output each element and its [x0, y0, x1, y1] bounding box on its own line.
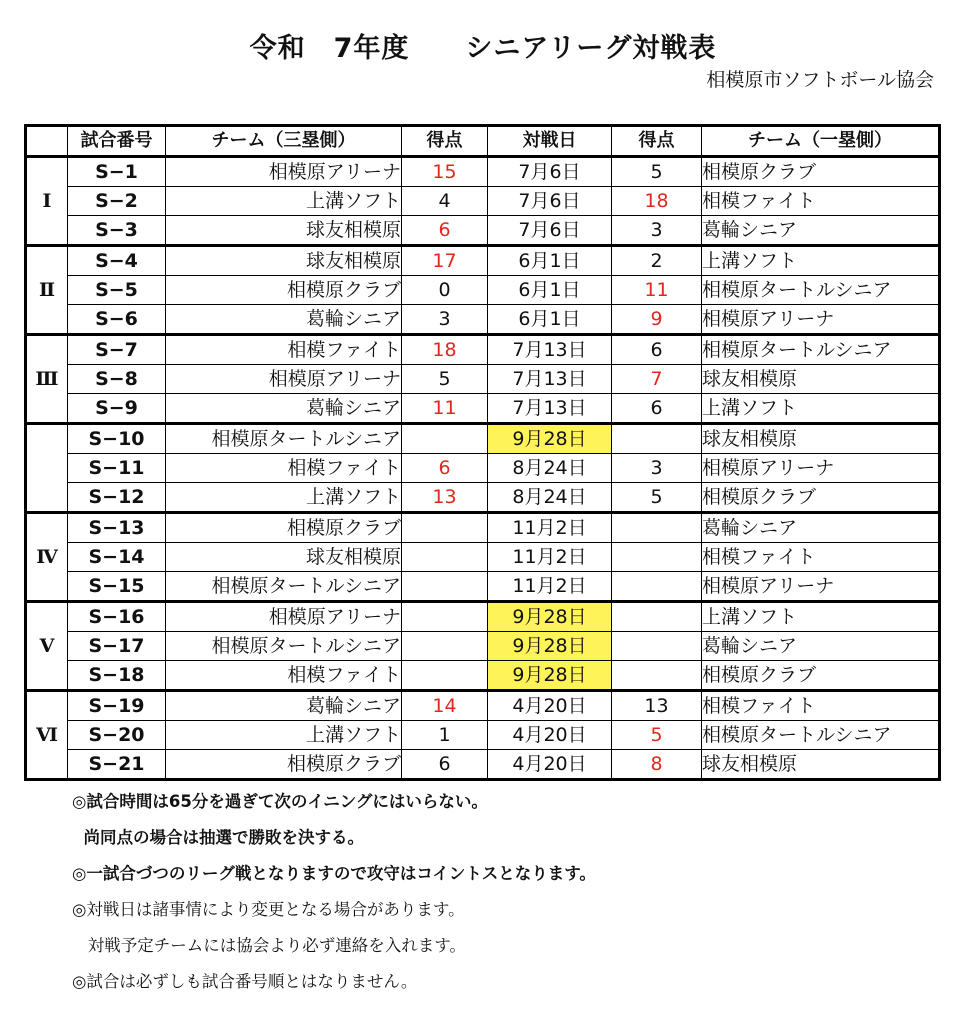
home-score: 15: [402, 157, 488, 187]
away-team: 相模原クラブ: [702, 483, 940, 513]
game-number: S−9: [68, 394, 166, 424]
away-team: 相模原タートルシニア: [702, 335, 940, 365]
home-team: 相模原アリーナ: [166, 602, 402, 632]
away-score: 9: [612, 305, 702, 335]
group-label: Ⅲ: [26, 335, 68, 424]
home-score: 6: [402, 216, 488, 246]
table-row: [26, 216, 940, 246]
home-score: 5: [402, 365, 488, 394]
match-date: 11月2日: [488, 513, 612, 543]
away-score: 2: [612, 246, 702, 276]
home-score: [402, 602, 488, 632]
home-score: 6: [402, 454, 488, 483]
game-number: S−3: [68, 216, 166, 246]
league-group: [26, 335, 940, 424]
table-row: [26, 335, 940, 365]
game-number: S−11: [68, 454, 166, 483]
header-row: [26, 126, 940, 157]
game-number: S−16: [68, 602, 166, 632]
match-date: 9月28日: [488, 661, 612, 691]
table-row: [26, 513, 940, 543]
match-date: 7月13日: [488, 335, 612, 365]
home-team: 相模原アリーナ: [166, 157, 402, 187]
away-score: [612, 424, 702, 454]
group-label: Ⅰ: [26, 157, 68, 246]
group-label: Ⅳ: [26, 513, 68, 602]
match-date: 9月28日: [488, 424, 612, 454]
game-number: S−20: [68, 721, 166, 750]
league-group: [26, 424, 940, 513]
away-score: [612, 572, 702, 602]
table-row: [26, 394, 940, 424]
note-line: ◎対戦日は諸事情により変更となる場合があります。: [72, 900, 465, 919]
match-date: 6月1日: [488, 305, 612, 335]
home-team: 相模ファイト: [166, 661, 402, 691]
table-row: [26, 691, 940, 721]
away-score: 5: [612, 157, 702, 187]
note-line: 対戦予定チームには協会より必ず連絡を入れます。: [72, 936, 466, 955]
home-score: 11: [402, 394, 488, 424]
table-row: [26, 602, 940, 632]
away-score: [612, 602, 702, 632]
away-team: 上溝ソフト: [702, 602, 940, 632]
home-team: 上溝ソフト: [166, 721, 402, 750]
match-date: 6月1日: [488, 276, 612, 305]
game-number: S−18: [68, 661, 166, 691]
league-group: [26, 602, 940, 691]
away-team: 球友相模原: [702, 750, 940, 780]
home-team: 相模ファイト: [166, 335, 402, 365]
home-score: 18: [402, 335, 488, 365]
home-team: 球友相模原: [166, 216, 402, 246]
home-score: 6: [402, 750, 488, 780]
away-team: 相模原アリーナ: [702, 572, 940, 602]
game-number: S−7: [68, 335, 166, 365]
home-team: 葛輪シニア: [166, 394, 402, 424]
away-score: 18: [612, 187, 702, 216]
away-team: 相模原クラブ: [702, 157, 940, 187]
away-team: 葛輪シニア: [702, 513, 940, 543]
away-team: 球友相模原: [702, 365, 940, 394]
game-number: S−2: [68, 187, 166, 216]
group-label: Ⅵ: [26, 691, 68, 780]
table-row: [26, 661, 940, 691]
league-group: [26, 691, 940, 780]
home-score: [402, 572, 488, 602]
page-title: 令和 7年度 シニアリーグ対戦表: [249, 33, 717, 64]
match-date: 6月1日: [488, 246, 612, 276]
home-team: 相模原クラブ: [166, 750, 402, 780]
match-date: 7月6日: [488, 187, 612, 216]
match-date: 7月6日: [488, 157, 612, 187]
away-team: 相模ファイト: [702, 543, 940, 572]
home-team: 上溝ソフト: [166, 187, 402, 216]
date-header: 対戦日: [488, 126, 612, 157]
league-group: [26, 157, 940, 246]
away-team: 相模原クラブ: [702, 661, 940, 691]
home-team: 球友相模原: [166, 246, 402, 276]
home-team: 相模原クラブ: [166, 513, 402, 543]
away-score: 11: [612, 276, 702, 305]
table-row: [26, 750, 940, 780]
match-date: 4月20日: [488, 721, 612, 750]
table-row: [26, 246, 940, 276]
home-team: 相模ファイト: [166, 454, 402, 483]
note-line: ◎試合時間は65分を過ぎて次のイニングにはいらない。: [72, 792, 488, 811]
away-team: 相模原タートルシニア: [702, 276, 940, 305]
notes: [72, 788, 596, 1004]
away-team-header: チーム（一塁側）: [702, 126, 940, 157]
league-group: [26, 513, 940, 602]
game-number: S−19: [68, 691, 166, 721]
table-row: [26, 187, 940, 216]
home-score: [402, 661, 488, 691]
table-row: [26, 305, 940, 335]
home-team: 相模原タートルシニア: [166, 632, 402, 661]
away-team: 相模ファイト: [702, 691, 940, 721]
away-team: 葛輪シニア: [702, 632, 940, 661]
home-score: [402, 543, 488, 572]
away-score-header: 得点: [612, 126, 702, 157]
away-team: 葛輪シニア: [702, 216, 940, 246]
home-team: 球友相模原: [166, 543, 402, 572]
table-row: [26, 276, 940, 305]
away-team: 球友相模原: [702, 424, 940, 454]
game-number: S−1: [68, 157, 166, 187]
home-team: 葛輪シニア: [166, 305, 402, 335]
league-group: [26, 246, 940, 335]
away-team: 相模ファイト: [702, 187, 940, 216]
game-number: S−12: [68, 483, 166, 513]
home-score: [402, 632, 488, 661]
table-row: [26, 483, 940, 513]
game-number: S−15: [68, 572, 166, 602]
away-team: 相模原アリーナ: [702, 305, 940, 335]
table-row: [26, 572, 940, 602]
game-number: S−4: [68, 246, 166, 276]
home-score: 3: [402, 305, 488, 335]
schedule-table: [24, 124, 941, 781]
game-no-header: 試合番号: [68, 126, 166, 157]
organizer-name: 相模原市ソフトボール協会: [706, 69, 934, 91]
table-row: [26, 721, 940, 750]
away-score: [612, 513, 702, 543]
home-score: 4: [402, 187, 488, 216]
table-row: [26, 543, 940, 572]
home-score: 17: [402, 246, 488, 276]
table-row: [26, 632, 940, 661]
group-header: [26, 126, 68, 157]
away-score: 8: [612, 750, 702, 780]
match-date: 7月6日: [488, 216, 612, 246]
game-number: S−13: [68, 513, 166, 543]
away-score: 6: [612, 394, 702, 424]
note-line: ◎試合は必ずしも試合番号順とはなりません。: [72, 972, 418, 991]
away-score: [612, 543, 702, 572]
away-score: 5: [612, 483, 702, 513]
game-number: S−8: [68, 365, 166, 394]
home-team: 相模原タートルシニア: [166, 572, 402, 602]
match-date: 8月24日: [488, 483, 612, 513]
away-score: 3: [612, 454, 702, 483]
away-score: 3: [612, 216, 702, 246]
match-date: 4月20日: [488, 691, 612, 721]
home-score-header: 得点: [402, 126, 488, 157]
home-team: 葛輪シニア: [166, 691, 402, 721]
away-score: 6: [612, 335, 702, 365]
group-label: Ⅱ: [26, 246, 68, 335]
match-date: 8月24日: [488, 454, 612, 483]
home-score: [402, 424, 488, 454]
away-score: [612, 661, 702, 691]
game-number: S−10: [68, 424, 166, 454]
away-team: 相模原アリーナ: [702, 454, 940, 483]
match-date: 7月13日: [488, 394, 612, 424]
away-team: 上溝ソフト: [702, 394, 940, 424]
home-score: 1: [402, 721, 488, 750]
away-score: 5: [612, 721, 702, 750]
match-date: 9月28日: [488, 602, 612, 632]
home-score: 0: [402, 276, 488, 305]
group-label: [26, 424, 68, 513]
home-score: 13: [402, 483, 488, 513]
home-score: [402, 513, 488, 543]
game-number: S−5: [68, 276, 166, 305]
match-date: 9月28日: [488, 632, 612, 661]
match-date: 4月20日: [488, 750, 612, 780]
game-number: S−21: [68, 750, 166, 780]
note-line: ◎一試合づつのリーグ戦となりますので攻守はコイントスとなります。: [72, 864, 596, 883]
away-score: [612, 632, 702, 661]
table-row: [26, 157, 940, 187]
home-team-header: チーム（三塁側）: [166, 126, 402, 157]
match-date: 11月2日: [488, 543, 612, 572]
away-score: 13: [612, 691, 702, 721]
away-score: 7: [612, 365, 702, 394]
away-team: 上溝ソフト: [702, 246, 940, 276]
home-team: 相模原クラブ: [166, 276, 402, 305]
table-row: [26, 424, 940, 454]
game-number: S−14: [68, 543, 166, 572]
home-team: 相模原タートルシニア: [166, 424, 402, 454]
table-row: [26, 365, 940, 394]
away-team: 相模原タートルシニア: [702, 721, 940, 750]
home-score: 14: [402, 691, 488, 721]
match-date: 7月13日: [488, 365, 612, 394]
group-label: Ⅴ: [26, 602, 68, 691]
game-number: S−6: [68, 305, 166, 335]
note-line: 尚同点の場合は抽選で勝敗を決する。: [72, 828, 364, 847]
game-number: S−17: [68, 632, 166, 661]
home-team: 上溝ソフト: [166, 483, 402, 513]
table-row: [26, 454, 940, 483]
home-team: 相模原アリーナ: [166, 365, 402, 394]
match-date: 11月2日: [488, 572, 612, 602]
